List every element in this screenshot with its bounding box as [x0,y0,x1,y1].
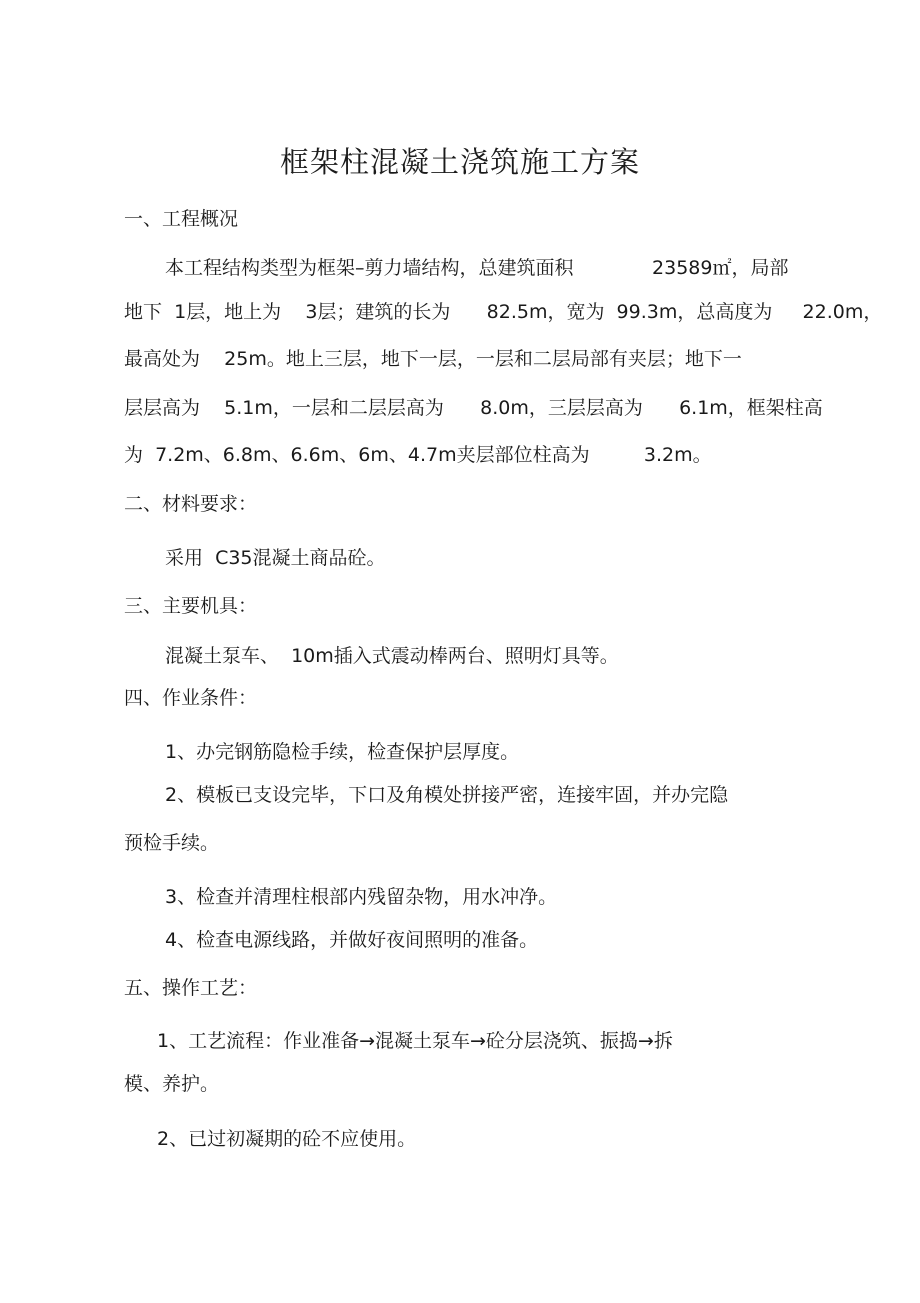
section-5-item-1: 1、工艺流程：作业准备→混凝土泵车→砼分层浇筑、振捣→拆 [157,1030,673,1052]
overview-line-3: 最高处为 25m。地上三层，地下一层，一层和二层局部有夹层；地下一 [124,348,742,370]
section-5-item-2: 2、已过初凝期的砼不应使用。 [157,1128,417,1150]
overview-line-1: 本工程结构类型为框架–剪力墙结构，总建筑面积 23589㎡，局部 [165,257,789,279]
overview-line-2: 地下 1层，地上为 3层；建筑的长为 82.5m，宽为 99.3m，总高度为 22.0m， [124,301,883,323]
section-4-heading: 四、作业条件： [124,687,258,709]
section-1-heading: 一、工程概况 [124,208,239,230]
section-4-item-4: 4、检查电源线路，并做好夜间照明的准备。 [165,929,539,951]
section-5-item-1-continued: 模、养护。 [124,1073,220,1095]
section-3-body: 混凝土泵车、 10m插入式震动棒两台、照明灯具等。 [165,645,619,667]
overview-line-4: 层层高为 5.1m，一层和二层层高为 8.0m，三层层高为 6.1m，框架柱高 [124,397,823,419]
section-4-item-2-continued: 预检手续。 [124,832,220,854]
section-2-heading: 二、材料要求： [124,493,258,515]
section-4-item-1: 1、办完钢筋隐检手续，检查保护层厚度。 [165,741,520,763]
document-title: 框架柱混凝土浇筑施工方案 [279,145,640,179]
section-4-item-2: 2、模板已支设完毕，下口及角模处拼接严密，连接牢固，并办完隐 [165,784,729,806]
section-5-heading: 五、操作工艺： [124,977,258,999]
section-2-body: 采用 C35混凝土商品砼。 [165,547,386,569]
section-4-item-3: 3、检查并清理柱根部内残留杂物，用水冲净。 [165,886,558,908]
overview-line-5: 为 7.2m、6.8m、6.6m、6m、4.7m夹层部位柱高为 3.2m。 [124,444,712,466]
section-3-heading: 三、主要机具： [124,595,258,617]
